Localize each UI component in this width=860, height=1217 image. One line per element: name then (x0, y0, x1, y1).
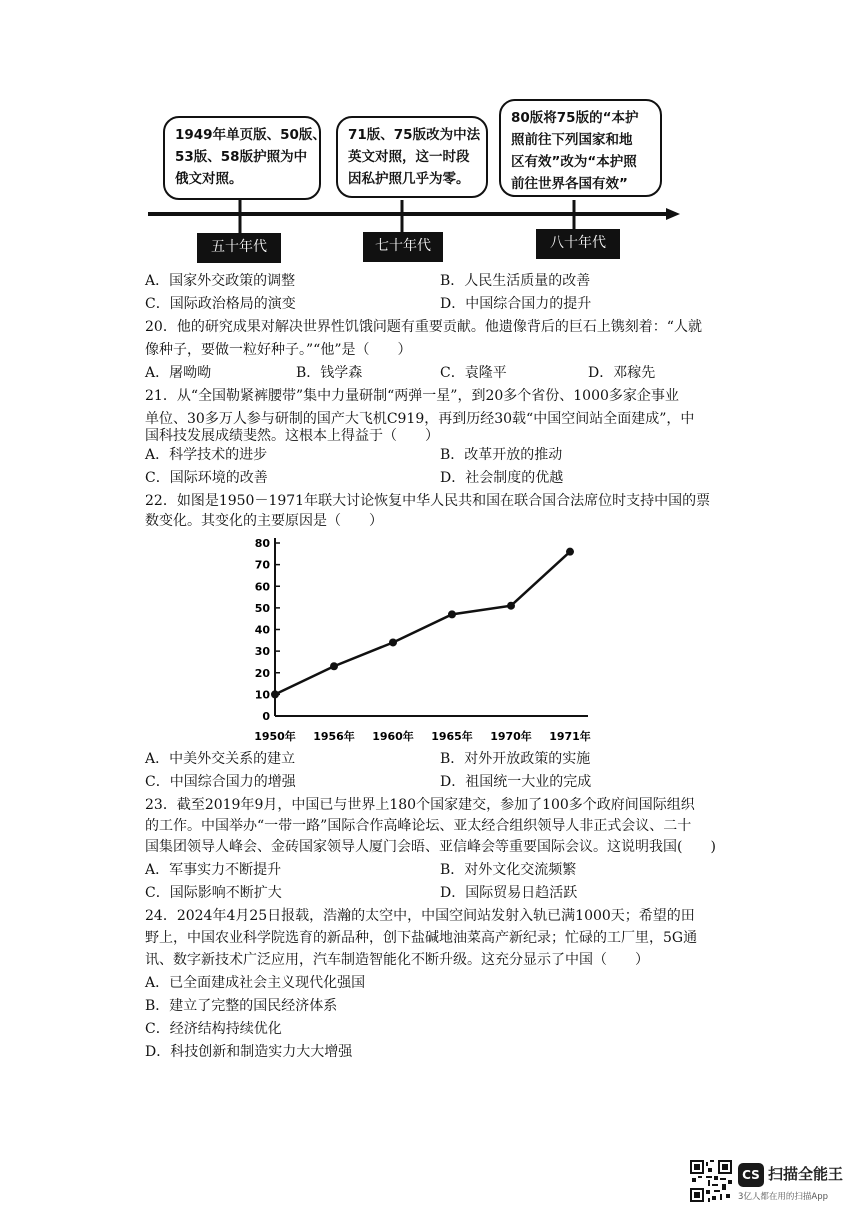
era-label-50s: 五十年代 (197, 233, 281, 263)
q22-option-b: B．对外开放政策的实施 (440, 751, 591, 767)
q21-stem-line-1: 21．从“全国勒紧裤腰带”集中力量研制“两弹一星”，到20多个省份、1000多家企事业 (145, 388, 679, 404)
q20-option-b: B．钱学森 (296, 365, 363, 381)
q21-option-d: D．社会制度的优越 (440, 470, 564, 486)
x-tick-label: 1965年 (431, 730, 473, 743)
callout-text: 1949年单页版、50版、 53版、58版护照为中 俄文对照。 (175, 127, 326, 187)
q21-option-b: B．改革开放的推动 (440, 447, 563, 463)
callout-1950s (163, 116, 326, 200)
q24-stem-line-2: 野上，中国农业科学院选育的新品种，创下盐碱地油菜高产新纪录；忙碌的工厂里，5G通 (145, 930, 698, 946)
q23-option-c: C．国际影响不断扩大 (145, 885, 282, 901)
app-name: 扫描全能王 (768, 1165, 844, 1183)
x-tick-label: 1970年 (490, 730, 532, 743)
y-tick-label: 10 (254, 688, 270, 702)
x-tick-label: 1971年 (549, 730, 591, 743)
y-tick-label: 50 (254, 601, 270, 615)
data-point (271, 690, 279, 698)
x-tick-label: 1950年 (254, 730, 296, 743)
q22-stem-line-1: 22．如图是1950－1971年联大讨论恢复中华人民共和国在联合国合法席位时支持中国的票 (145, 493, 711, 509)
q20-option-c: C．袁隆平 (440, 365, 507, 381)
q24-option-d: D．科技创新和制造实力大大增强 (145, 1044, 353, 1060)
x-tick-label: 1960年 (372, 730, 414, 743)
qr-code-icon (690, 1160, 732, 1202)
data-point (507, 602, 515, 610)
data-point (448, 610, 456, 618)
q21-stem-line-3: 国科技发展成绩斐然。这根本上得益于（ ） (145, 428, 439, 444)
q20-stem-line-2: 像种子，要做一粒好种子。”“他”是（ ） (145, 342, 412, 358)
y-tick-label: 70 (254, 558, 270, 572)
q19-option-c: C．国际政治格局的演变 (145, 296, 296, 312)
data-point (330, 662, 338, 670)
votes-line-chart (240, 533, 610, 748)
q20-option-d: D．邓稼先 (588, 365, 656, 381)
q21-option-a: A．科学技术的进步 (145, 447, 268, 463)
callout-text: 71版、75版改为中法 英文对照，这一时段 因私护照几乎为零。 (348, 127, 481, 187)
callout-1970s (336, 116, 488, 198)
q24-stem-line-3: 讯、数字新技术广泛应用，汽车制造智能化不断升级。这充分显示了中国（ ） (145, 952, 649, 968)
q23-option-d: D．国际贸易日趋活跃 (440, 885, 578, 901)
y-tick-label: 80 (254, 537, 270, 550)
y-tick-label: 40 (254, 623, 270, 637)
y-tick-label: 60 (254, 580, 270, 594)
era-label-80s: 八十年代 (536, 229, 620, 259)
series-line (275, 552, 570, 695)
q24-stem-line-1: 24．2024年4月25日报载，浩瀚的太空中，中国空间站发射入轨已满1000天；希望的田 (145, 908, 695, 924)
q20-stem-line-1: 20．他的研究成果对解决世界性饥饿问题有重要贡献。他遗像背后的巨石上镌刻着：“人就 (145, 319, 702, 335)
camscanner-logo: CS (738, 1163, 764, 1187)
q22-stem-line-2: 数变化。其变化的主要原因是（ ） (145, 513, 383, 529)
q23-option-a: A．军事实力不断提升 (145, 862, 282, 878)
q21-option-c: C．国际环境的改善 (145, 470, 268, 486)
y-tick-label: 0 (262, 710, 270, 723)
y-tick-label: 20 (254, 666, 270, 680)
q22-option-d: D．祖国统一大业的完成 (440, 774, 592, 790)
q19-option-d: D．中国综合国力的提升 (440, 296, 592, 312)
q24-option-a: A．已全面建成社会主义现代化强国 (145, 975, 366, 991)
q21-stem-line-2: 单位、30多万人参与研制的国产大飞机C919，再到历经30载“中国空间站全面建成”，中 (145, 411, 695, 427)
era-label-70s: 七十年代 (363, 232, 443, 262)
q19-option-a: A．国家外交政策的调整 (145, 273, 296, 289)
q20-option-a: A．屠呦呦 (145, 365, 212, 381)
q23-stem-line-1: 23．截至2019年9月，中国已与世界上180个国家建交，参加了100多个政府间国际组织 (145, 797, 695, 813)
q24-option-c: C．经济结构持续优化 (145, 1021, 282, 1037)
q22-option-c: C．中国综合国力的增强 (145, 774, 296, 790)
callout-1980s (499, 99, 662, 197)
q22-option-a: A．中美外交关系的建立 (145, 751, 296, 767)
q23-stem-line-3: 国集团领导人峰会、金砖国家领导人厦门会晤、亚信峰会等重要国际会议。这说明我国( ) (145, 839, 716, 855)
q23-option-b: B．对外文化交流频繁 (440, 862, 577, 878)
x-tick-label: 1956年 (313, 730, 355, 743)
callout-text: 80版将75版的“本护 照前往下列国家和地 区有效”改为“本护照 前往世界各国有效” (511, 110, 639, 192)
y-tick-label: 30 (254, 645, 270, 659)
data-point (389, 638, 397, 646)
q23-stem-line-2: 的工作。中国举办“一带一路”国际合作高峰论坛、亚太经合组织领导人非正式会议、二十 (145, 818, 692, 834)
q24-option-b: B．建立了完整的国民经济体系 (145, 998, 338, 1014)
app-tagline: 3亿人都在用的扫描App (738, 1192, 829, 1202)
data-point (566, 548, 574, 556)
q19-option-b: B．人民生活质量的改善 (440, 273, 591, 289)
